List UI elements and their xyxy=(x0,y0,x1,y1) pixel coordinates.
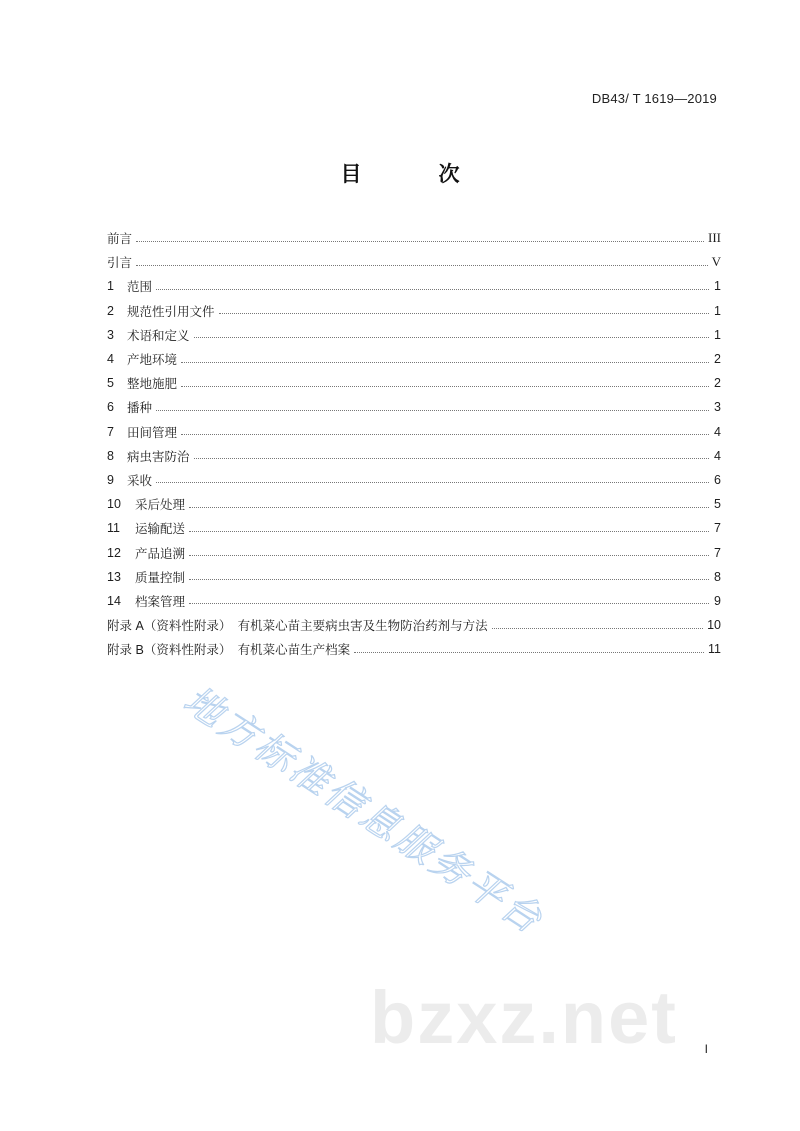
toc-entry-title: 范围 xyxy=(127,279,153,295)
toc-entry-title: 规范性引用文件 xyxy=(127,303,215,319)
toc-entry xyxy=(107,444,721,468)
toc-leader-dots xyxy=(194,458,709,459)
toc-entry-number: 7 xyxy=(107,424,114,439)
toc-entry-number: 8 xyxy=(107,448,114,463)
toc-entry-page: 5 xyxy=(714,497,721,512)
toc-entry xyxy=(107,420,721,444)
toc-entry-title: 播种 xyxy=(127,400,153,416)
toc-entry xyxy=(107,299,721,323)
toc-leader-dots xyxy=(156,410,709,411)
toc-entry-page: 1 xyxy=(714,303,721,318)
toc-entry-number: 1 xyxy=(107,279,114,294)
toc-leader-dots xyxy=(189,507,709,508)
toc-entry-page: 4 xyxy=(714,424,721,439)
toc-entry-title: 前言 xyxy=(107,231,133,247)
toc-entry-number: 5 xyxy=(107,376,114,391)
toc-entry-page: 1 xyxy=(714,279,721,294)
table-of-contents xyxy=(107,226,721,661)
toc-entry-title: （资料性附录） 有机菜心苗主要病虫害及生物防治药剂与方法 xyxy=(143,618,488,634)
toc-leader-dots xyxy=(136,241,704,242)
toc-entry xyxy=(107,323,721,347)
toc-entry-number: 10 xyxy=(107,497,121,512)
toc-entry-page: 11 xyxy=(708,642,721,657)
toc-leader-dots xyxy=(181,362,709,363)
toc-leader-dots xyxy=(156,482,709,483)
toc-entry xyxy=(107,565,721,589)
toc-entry-title: 病虫害防治 xyxy=(127,448,190,464)
toc-leader-dots xyxy=(181,386,709,387)
toc-leader-dots xyxy=(492,628,704,629)
toc-entry-title: 田间管理 xyxy=(127,424,178,440)
toc-entry-page: 8 xyxy=(714,569,721,584)
toc-entry xyxy=(107,540,721,564)
toc-leader-dots xyxy=(189,555,709,556)
toc-entry-page: 2 xyxy=(714,352,721,367)
toc-entry-page: V xyxy=(711,254,721,270)
toc-leader-dots xyxy=(194,337,709,338)
toc-entry-number: 2 xyxy=(107,303,114,318)
toc-entry-number: 附录 B xyxy=(107,643,144,658)
diagonal-watermark: 地方标准信息服务平台 xyxy=(176,677,553,944)
toc-title: 目 次 xyxy=(340,162,488,186)
toc-entry xyxy=(107,274,721,298)
toc-entry-page: 2 xyxy=(714,376,721,391)
toc-entry xyxy=(107,250,721,274)
toc-entry-number: 4 xyxy=(107,352,114,367)
toc-leader-dots xyxy=(354,652,704,653)
toc-entry xyxy=(107,613,721,637)
toc-leader-dots xyxy=(189,531,709,532)
toc-entry xyxy=(107,226,721,250)
toc-entry-number: 13 xyxy=(107,569,121,584)
toc-entry-title: 产地环境 xyxy=(127,352,178,368)
toc-leader-dots xyxy=(189,579,709,580)
toc-leader-dots xyxy=(219,313,709,314)
toc-entry-number: 12 xyxy=(107,545,121,560)
toc-entry-title: 术语和定义 xyxy=(127,327,190,343)
toc-entry-title: 运输配送 xyxy=(135,521,186,537)
toc-entry xyxy=(107,468,721,492)
toc-entry xyxy=(107,589,721,613)
toc-entry-page: 10 xyxy=(707,618,721,633)
toc-entry-page: 3 xyxy=(714,400,721,415)
toc-leader-dots xyxy=(181,434,709,435)
toc-entry xyxy=(107,516,721,540)
toc-entry-number: 6 xyxy=(107,400,114,415)
toc-entry-title: 产品追溯 xyxy=(135,545,186,561)
toc-entry xyxy=(107,371,721,395)
toc-entry-title: 采后处理 xyxy=(135,497,186,513)
page-number: I xyxy=(704,1042,708,1056)
toc-entry-title: 采收 xyxy=(127,472,153,488)
toc-entry-page: 7 xyxy=(714,545,721,560)
toc-entry-number: 附录 A xyxy=(107,619,144,634)
toc-entry-title: 质量控制 xyxy=(135,569,186,585)
site-watermark: bzxz.net xyxy=(370,976,678,1059)
toc-leader-dots xyxy=(136,265,708,266)
toc-leader-dots xyxy=(156,289,709,290)
toc-leader-dots xyxy=(189,603,709,604)
toc-entry-page: III xyxy=(708,230,721,246)
toc-entry-page: 9 xyxy=(714,593,721,608)
toc-entry xyxy=(107,637,721,661)
toc-entry-title: 档案管理 xyxy=(135,593,186,609)
toc-entry-number: 14 xyxy=(107,593,121,608)
toc-entry-page: 6 xyxy=(714,472,721,487)
toc-entry-page: 7 xyxy=(714,521,721,536)
toc-entry-title: 引言 xyxy=(107,255,133,271)
toc-entry-number: 11 xyxy=(107,521,120,536)
toc-entry-title: （资料性附录） 有机菜心苗生产档案 xyxy=(143,642,351,658)
toc-entry-number: 9 xyxy=(107,472,114,487)
toc-entry xyxy=(107,492,721,516)
toc-entry xyxy=(107,395,721,419)
toc-entry-page: 4 xyxy=(714,448,721,463)
standard-code: DB43/ T 1619—2019 xyxy=(591,91,717,106)
toc-entry-number: 3 xyxy=(107,327,114,342)
toc-entry xyxy=(107,347,721,371)
toc-entry-title: 整地施肥 xyxy=(127,376,178,392)
toc-entry-page: 1 xyxy=(714,327,721,342)
